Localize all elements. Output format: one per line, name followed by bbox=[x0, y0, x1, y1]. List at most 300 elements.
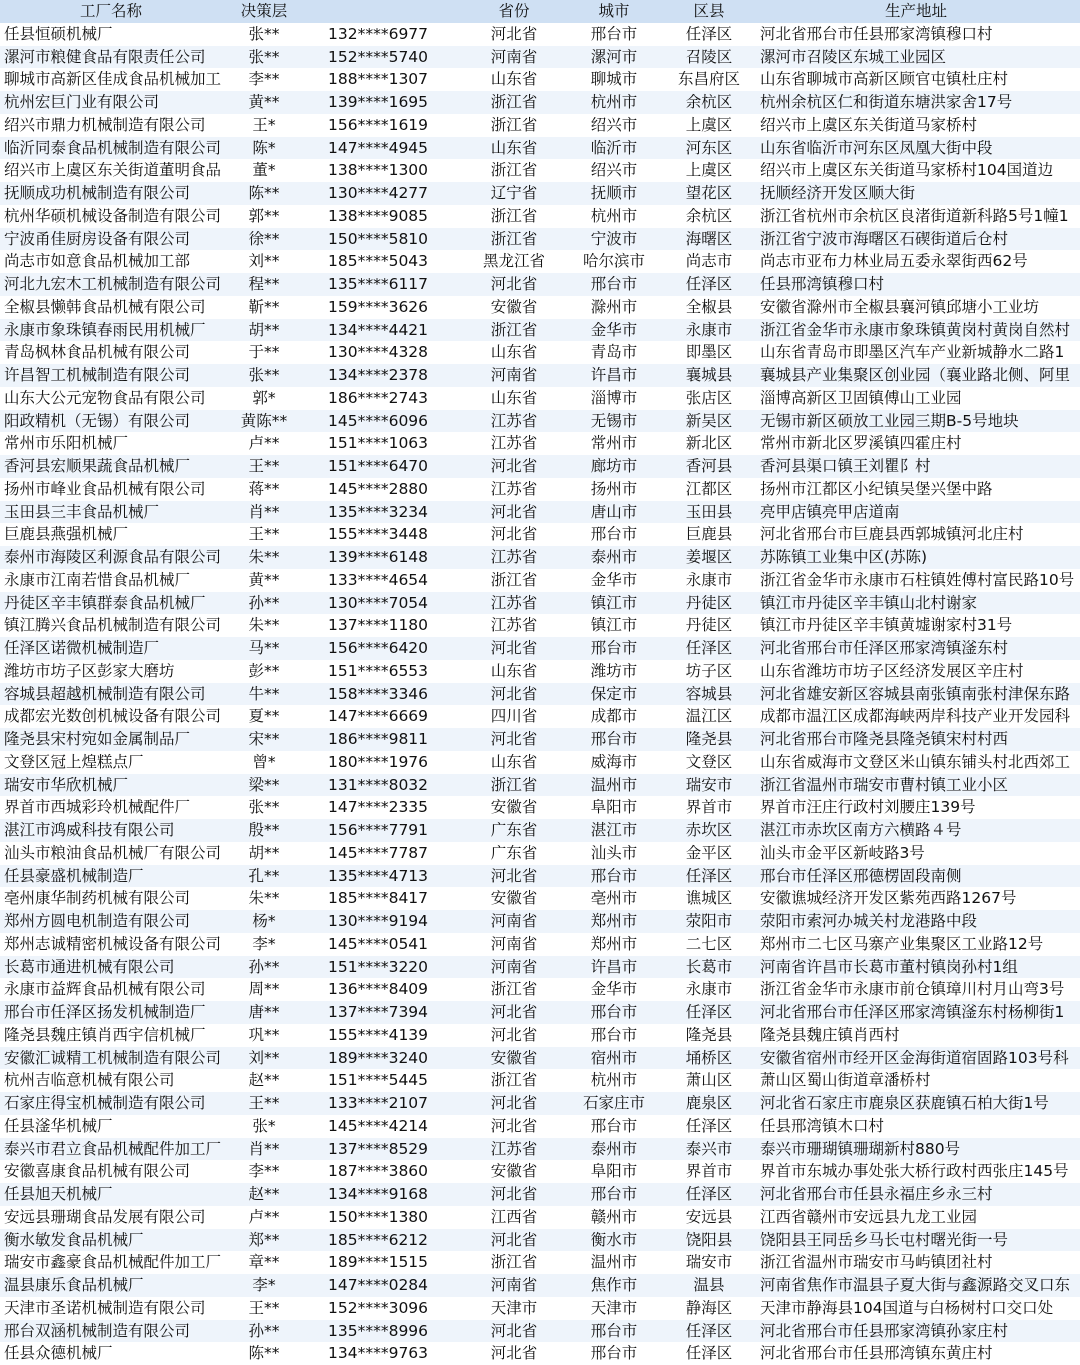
phone-cell[interactable]: 139****6148 bbox=[306, 546, 466, 569]
table-row[interactable] bbox=[0, 1320, 1080, 1343]
city-cell[interactable]: 金华市 bbox=[562, 319, 666, 342]
table-row[interactable] bbox=[0, 1297, 1080, 1320]
phone-cell[interactable]: 137****8529 bbox=[306, 1138, 466, 1161]
factory-name-cell[interactable]: 泰州市海陵区利源食品有限公司 bbox=[0, 546, 222, 569]
city-cell[interactable]: 泰州市 bbox=[562, 1138, 666, 1161]
province-cell[interactable]: 浙江省 bbox=[466, 114, 562, 137]
phone-cell[interactable]: 186****9811 bbox=[306, 728, 466, 751]
province-cell[interactable]: 安徽省 bbox=[466, 1047, 562, 1070]
decision-maker-cell[interactable]: 彭** bbox=[222, 660, 306, 683]
city-cell[interactable]: 天津市 bbox=[562, 1297, 666, 1320]
decision-maker-cell[interactable]: 肖** bbox=[222, 1138, 306, 1161]
header-factory-name[interactable]: 工厂名称 bbox=[0, 0, 222, 23]
address-cell[interactable]: 湛江市赤坎区南方六横路４号 bbox=[752, 819, 1080, 842]
phone-cell[interactable]: 155****4139 bbox=[306, 1024, 466, 1047]
city-cell[interactable]: 镇江市 bbox=[562, 614, 666, 637]
province-cell[interactable]: 河北省 bbox=[466, 683, 562, 706]
district-cell[interactable]: 瑞安市 bbox=[666, 1251, 752, 1274]
decision-maker-cell[interactable]: 胡** bbox=[222, 319, 306, 342]
province-cell[interactable]: 浙江省 bbox=[466, 978, 562, 1001]
decision-maker-cell[interactable]: 王** bbox=[222, 1297, 306, 1320]
factory-name-cell[interactable]: 玉田县三丰食品机械厂 bbox=[0, 501, 222, 524]
table-row[interactable] bbox=[0, 1206, 1080, 1229]
table-row[interactable] bbox=[0, 1138, 1080, 1161]
table-row[interactable] bbox=[0, 1342, 1080, 1365]
province-cell[interactable]: 安徽省 bbox=[466, 296, 562, 319]
table-row[interactable] bbox=[0, 796, 1080, 819]
city-cell[interactable]: 阜阳市 bbox=[562, 1160, 666, 1183]
decision-maker-cell[interactable]: 郭** bbox=[222, 205, 306, 228]
phone-cell[interactable]: 156****1619 bbox=[306, 114, 466, 137]
decision-maker-cell[interactable]: 卢** bbox=[222, 432, 306, 455]
city-cell[interactable]: 漯河市 bbox=[562, 46, 666, 69]
phone-cell[interactable]: 189****3240 bbox=[306, 1047, 466, 1070]
city-cell[interactable]: 邢台市 bbox=[562, 523, 666, 546]
district-cell[interactable]: 饶阳县 bbox=[666, 1229, 752, 1252]
district-cell[interactable]: 温江区 bbox=[666, 705, 752, 728]
table-row[interactable] bbox=[0, 1183, 1080, 1206]
phone-cell[interactable]: 145****4214 bbox=[306, 1115, 466, 1138]
decision-maker-cell[interactable]: 陈** bbox=[222, 182, 306, 205]
city-cell[interactable]: 宁波市 bbox=[562, 228, 666, 251]
table-row[interactable] bbox=[0, 364, 1080, 387]
city-cell[interactable]: 温州市 bbox=[562, 1251, 666, 1274]
factory-name-cell[interactable]: 常州市乐阳机械厂 bbox=[0, 432, 222, 455]
factory-name-cell[interactable]: 瑞安市华欣机械厂 bbox=[0, 774, 222, 797]
address-cell[interactable]: 淄博高新区卫固镇傅山工业园 bbox=[752, 387, 1080, 410]
factory-name-cell[interactable]: 郑州志诚精密机械设备有限公司 bbox=[0, 933, 222, 956]
address-cell[interactable]: 常州市新北区罗溪镇四霍庄村 bbox=[752, 432, 1080, 455]
decision-maker-cell[interactable]: 黄陈** bbox=[222, 410, 306, 433]
address-cell[interactable]: 天津市静海县104国道与白杨树村口交口处 bbox=[752, 1297, 1080, 1320]
decision-maker-cell[interactable]: 孔** bbox=[222, 865, 306, 888]
phone-cell[interactable]: 135****4713 bbox=[306, 865, 466, 888]
address-cell[interactable]: 河南省焦作市温县子夏大街与鑫源路交叉口东 bbox=[752, 1274, 1080, 1297]
phone-cell[interactable]: 133****4654 bbox=[306, 569, 466, 592]
table-row[interactable] bbox=[0, 91, 1080, 114]
table-row[interactable] bbox=[0, 114, 1080, 137]
phone-cell[interactable]: 137****7394 bbox=[306, 1001, 466, 1024]
decision-maker-cell[interactable]: 夏** bbox=[222, 705, 306, 728]
phone-cell[interactable]: 189****1515 bbox=[306, 1251, 466, 1274]
address-cell[interactable]: 荥阳市索河办城关村龙港路中段 bbox=[752, 910, 1080, 933]
address-cell[interactable]: 江西省赣州市安远县九龙工业园 bbox=[752, 1206, 1080, 1229]
table-row[interactable] bbox=[0, 637, 1080, 660]
table-row[interactable] bbox=[0, 1115, 1080, 1138]
province-cell[interactable]: 山东省 bbox=[466, 387, 562, 410]
decision-maker-cell[interactable]: 胡** bbox=[222, 842, 306, 865]
city-cell[interactable]: 潍坊市 bbox=[562, 660, 666, 683]
address-cell[interactable]: 镇江市丹徒区辛丰镇山北村谢家 bbox=[752, 592, 1080, 615]
province-cell[interactable]: 河北省 bbox=[466, 728, 562, 751]
decision-maker-cell[interactable]: 张** bbox=[222, 46, 306, 69]
province-cell[interactable]: 安徽省 bbox=[466, 1160, 562, 1183]
phone-cell[interactable]: 155****3448 bbox=[306, 523, 466, 546]
factory-name-cell[interactable]: 任县滏华机械厂 bbox=[0, 1115, 222, 1138]
factory-name-cell[interactable]: 绍兴市上虞区东关街道董明食品 bbox=[0, 159, 222, 182]
city-cell[interactable]: 汕头市 bbox=[562, 842, 666, 865]
decision-maker-cell[interactable]: 董* bbox=[222, 159, 306, 182]
city-cell[interactable]: 许昌市 bbox=[562, 956, 666, 979]
table-row[interactable] bbox=[0, 1274, 1080, 1297]
decision-maker-cell[interactable]: 徐** bbox=[222, 228, 306, 251]
table-row[interactable] bbox=[0, 842, 1080, 865]
factory-name-cell[interactable]: 宁波甬佳厨房设备有限公司 bbox=[0, 228, 222, 251]
address-cell[interactable]: 绍兴市上虞区东关街道马家桥村 bbox=[752, 114, 1080, 137]
city-cell[interactable]: 焦作市 bbox=[562, 1274, 666, 1297]
district-cell[interactable]: 任泽区 bbox=[666, 1342, 752, 1365]
city-cell[interactable]: 邢台市 bbox=[562, 1320, 666, 1343]
province-cell[interactable]: 河北省 bbox=[466, 1342, 562, 1365]
table-row[interactable] bbox=[0, 1092, 1080, 1115]
factory-name-cell[interactable]: 汕头市粮油食品机械厂有限公司 bbox=[0, 842, 222, 865]
district-cell[interactable]: 余杭区 bbox=[666, 91, 752, 114]
province-cell[interactable]: 辽宁省 bbox=[466, 182, 562, 205]
district-cell[interactable]: 海曙区 bbox=[666, 228, 752, 251]
city-cell[interactable]: 金华市 bbox=[562, 569, 666, 592]
city-cell[interactable]: 亳州市 bbox=[562, 887, 666, 910]
province-cell[interactable]: 河北省 bbox=[466, 1229, 562, 1252]
phone-cell[interactable]: 130****4277 bbox=[306, 182, 466, 205]
address-cell[interactable]: 浙江省金华市永康市石柱镇姓傅村富民路10号 bbox=[752, 569, 1080, 592]
city-cell[interactable]: 赣州市 bbox=[562, 1206, 666, 1229]
district-cell[interactable]: 上虞区 bbox=[666, 114, 752, 137]
factory-name-cell[interactable]: 隆尧县魏庄镇肖西宇信机械厂 bbox=[0, 1024, 222, 1047]
phone-cell[interactable]: 145****7787 bbox=[306, 842, 466, 865]
address-cell[interactable]: 河北省邢台市任县邢家湾镇穆口村 bbox=[752, 23, 1080, 46]
city-cell[interactable]: 抚顺市 bbox=[562, 182, 666, 205]
factory-name-cell[interactable]: 瑞安市鑫豪食品机械配件加工厂 bbox=[0, 1251, 222, 1274]
district-cell[interactable]: 鹿泉区 bbox=[666, 1092, 752, 1115]
phone-cell[interactable]: 135****8996 bbox=[306, 1320, 466, 1343]
decision-maker-cell[interactable]: 殷** bbox=[222, 819, 306, 842]
factory-name-cell[interactable]: 邢台市任泽区扬发机械制造厂 bbox=[0, 1001, 222, 1024]
district-cell[interactable]: 玉田县 bbox=[666, 501, 752, 524]
table-row[interactable] bbox=[0, 523, 1080, 546]
phone-cell[interactable]: 156****7791 bbox=[306, 819, 466, 842]
district-cell[interactable]: 望花区 bbox=[666, 182, 752, 205]
table-row[interactable] bbox=[0, 319, 1080, 342]
phone-cell[interactable]: 134****9763 bbox=[306, 1342, 466, 1365]
city-cell[interactable]: 邢台市 bbox=[562, 1183, 666, 1206]
factory-name-cell[interactable]: 安徽汇诚精工机械制造有限公司 bbox=[0, 1047, 222, 1070]
district-cell[interactable]: 丹徒区 bbox=[666, 614, 752, 637]
district-cell[interactable]: 张店区 bbox=[666, 387, 752, 410]
table-row[interactable] bbox=[0, 159, 1080, 182]
phone-cell[interactable]: 151****3220 bbox=[306, 956, 466, 979]
factory-name-cell[interactable]: 泰兴市君立食品机械配件加工厂 bbox=[0, 1138, 222, 1161]
province-cell[interactable]: 河北省 bbox=[466, 455, 562, 478]
decision-maker-cell[interactable]: 于** bbox=[222, 341, 306, 364]
province-cell[interactable]: 河北省 bbox=[466, 1183, 562, 1206]
factory-name-cell[interactable]: 文登区冠上煌糕点厂 bbox=[0, 751, 222, 774]
city-cell[interactable]: 滁州市 bbox=[562, 296, 666, 319]
table-row[interactable] bbox=[0, 1160, 1080, 1183]
district-cell[interactable]: 容城县 bbox=[666, 683, 752, 706]
decision-maker-cell[interactable]: 巩** bbox=[222, 1024, 306, 1047]
decision-maker-cell[interactable]: 张** bbox=[222, 796, 306, 819]
phone-cell[interactable]: 147****2335 bbox=[306, 796, 466, 819]
address-cell[interactable]: 安徽省滁州市全椒县襄河镇邱塘小工业坊 bbox=[752, 296, 1080, 319]
district-cell[interactable]: 埇桥区 bbox=[666, 1047, 752, 1070]
city-cell[interactable]: 临沂市 bbox=[562, 137, 666, 160]
district-cell[interactable]: 东昌府区 bbox=[666, 68, 752, 91]
district-cell[interactable]: 任泽区 bbox=[666, 1320, 752, 1343]
province-cell[interactable]: 浙江省 bbox=[466, 228, 562, 251]
city-cell[interactable]: 邢台市 bbox=[562, 1342, 666, 1365]
district-cell[interactable]: 隆尧县 bbox=[666, 728, 752, 751]
table-row[interactable] bbox=[0, 387, 1080, 410]
decision-maker-cell[interactable]: 张** bbox=[222, 23, 306, 46]
district-cell[interactable]: 永康市 bbox=[666, 569, 752, 592]
decision-maker-cell[interactable]: 郭* bbox=[222, 387, 306, 410]
factory-name-cell[interactable]: 界首市西城彩玲机械配件厂 bbox=[0, 796, 222, 819]
decision-maker-cell[interactable]: 李** bbox=[222, 1160, 306, 1183]
city-cell[interactable]: 绍兴市 bbox=[562, 159, 666, 182]
table-row[interactable] bbox=[0, 1251, 1080, 1274]
district-cell[interactable]: 任泽区 bbox=[666, 1115, 752, 1138]
city-cell[interactable]: 邢台市 bbox=[562, 1024, 666, 1047]
address-cell[interactable]: 香河县渠口镇王刘瞿阝村 bbox=[752, 455, 1080, 478]
phone-cell[interactable]: 159****3626 bbox=[306, 296, 466, 319]
table-row[interactable] bbox=[0, 501, 1080, 524]
city-cell[interactable]: 杭州市 bbox=[562, 1069, 666, 1092]
phone-cell[interactable]: 147****0284 bbox=[306, 1274, 466, 1297]
address-cell[interactable]: 浙江省宁波市海曙区石碶街道后仓村 bbox=[752, 228, 1080, 251]
decision-maker-cell[interactable]: 孙** bbox=[222, 956, 306, 979]
phone-cell[interactable]: 130****4328 bbox=[306, 341, 466, 364]
address-cell[interactable]: 苏陈镇工业集中区(苏陈) bbox=[752, 546, 1080, 569]
table-row[interactable] bbox=[0, 68, 1080, 91]
factory-name-cell[interactable]: 任县恒硕机械厂 bbox=[0, 23, 222, 46]
district-cell[interactable]: 文登区 bbox=[666, 751, 752, 774]
table-row[interactable] bbox=[0, 774, 1080, 797]
table-row[interactable] bbox=[0, 250, 1080, 273]
address-cell[interactable]: 河北省邢台市巨鹿县西郭城镇河北庄村 bbox=[752, 523, 1080, 546]
city-cell[interactable]: 绍兴市 bbox=[562, 114, 666, 137]
district-cell[interactable]: 谯城区 bbox=[666, 887, 752, 910]
province-cell[interactable]: 河北省 bbox=[466, 865, 562, 888]
phone-cell[interactable]: 147****4945 bbox=[306, 137, 466, 160]
address-cell[interactable]: 漯河市召陵区东城工业园区 bbox=[752, 46, 1080, 69]
decision-maker-cell[interactable]: 曾* bbox=[222, 751, 306, 774]
phone-cell[interactable]: 137****1180 bbox=[306, 614, 466, 637]
table-row[interactable] bbox=[0, 956, 1080, 979]
decision-maker-cell[interactable]: 孙** bbox=[222, 1320, 306, 1343]
address-cell[interactable]: 山东省青岛市即墨区汽车产业新城静水二路1 bbox=[752, 341, 1080, 364]
province-cell[interactable]: 河南省 bbox=[466, 1274, 562, 1297]
header-province[interactable]: 省份 bbox=[466, 0, 562, 23]
phone-cell[interactable]: 180****1976 bbox=[306, 751, 466, 774]
district-cell[interactable]: 江都区 bbox=[666, 478, 752, 501]
phone-cell[interactable]: 152****3096 bbox=[306, 1297, 466, 1320]
city-cell[interactable]: 邢台市 bbox=[562, 728, 666, 751]
province-cell[interactable]: 河北省 bbox=[466, 1320, 562, 1343]
city-cell[interactable]: 廊坊市 bbox=[562, 455, 666, 478]
address-cell[interactable]: 扬州市江都区小纪镇吴堡兴堡中路 bbox=[752, 478, 1080, 501]
address-cell[interactable]: 隆尧县魏庄镇肖西村 bbox=[752, 1024, 1080, 1047]
city-cell[interactable]: 威海市 bbox=[562, 751, 666, 774]
decision-maker-cell[interactable]: 刘** bbox=[222, 250, 306, 273]
table-row[interactable] bbox=[0, 1001, 1080, 1024]
address-cell[interactable]: 浙江省金华市永康市前仓镇璋川村月山弯3号 bbox=[752, 978, 1080, 1001]
city-cell[interactable]: 郑州市 bbox=[562, 910, 666, 933]
phone-cell[interactable]: 150****1380 bbox=[306, 1206, 466, 1229]
province-cell[interactable]: 浙江省 bbox=[466, 91, 562, 114]
province-cell[interactable]: 安徽省 bbox=[466, 796, 562, 819]
decision-maker-cell[interactable]: 王** bbox=[222, 455, 306, 478]
province-cell[interactable]: 河北省 bbox=[466, 501, 562, 524]
decision-maker-cell[interactable]: 卢** bbox=[222, 1206, 306, 1229]
district-cell[interactable]: 襄城县 bbox=[666, 364, 752, 387]
phone-cell[interactable]: 147****6669 bbox=[306, 705, 466, 728]
phone-cell[interactable]: 134****9168 bbox=[306, 1183, 466, 1206]
phone-cell[interactable]: 135****3234 bbox=[306, 501, 466, 524]
city-cell[interactable]: 郑州市 bbox=[562, 933, 666, 956]
decision-maker-cell[interactable]: 杨* bbox=[222, 910, 306, 933]
city-cell[interactable]: 石家庄市 bbox=[562, 1092, 666, 1115]
factory-name-cell[interactable]: 潍坊市坊子区彭家大磨坊 bbox=[0, 660, 222, 683]
province-cell[interactable]: 安徽省 bbox=[466, 887, 562, 910]
address-cell[interactable]: 安徽省宿州市经开区金海街道宿固路103号科 bbox=[752, 1047, 1080, 1070]
header-district[interactable]: 区县 bbox=[666, 0, 752, 23]
province-cell[interactable]: 浙江省 bbox=[466, 319, 562, 342]
factory-name-cell[interactable]: 温县康乐食品机械厂 bbox=[0, 1274, 222, 1297]
city-cell[interactable]: 成都市 bbox=[562, 705, 666, 728]
city-cell[interactable]: 无锡市 bbox=[562, 410, 666, 433]
address-cell[interactable]: 河北省雄安新区容城县南张镇南张村津保东路 bbox=[752, 683, 1080, 706]
district-cell[interactable]: 丹徒区 bbox=[666, 592, 752, 615]
district-cell[interactable]: 尚志市 bbox=[666, 250, 752, 273]
district-cell[interactable]: 永康市 bbox=[666, 319, 752, 342]
phone-cell[interactable]: 151****6553 bbox=[306, 660, 466, 683]
city-cell[interactable]: 唐山市 bbox=[562, 501, 666, 524]
decision-maker-cell[interactable]: 马** bbox=[222, 637, 306, 660]
factory-name-cell[interactable]: 河北九宏木工机械制造有限公司 bbox=[0, 273, 222, 296]
phone-cell[interactable]: 145****6096 bbox=[306, 410, 466, 433]
phone-cell[interactable]: 134****4421 bbox=[306, 319, 466, 342]
city-cell[interactable]: 衡水市 bbox=[562, 1229, 666, 1252]
address-cell[interactable]: 山东省威海市文登区米山镇东铺头村北西郊工 bbox=[752, 751, 1080, 774]
table-row[interactable] bbox=[0, 182, 1080, 205]
district-cell[interactable]: 萧山区 bbox=[666, 1069, 752, 1092]
address-cell[interactable]: 邢台市任泽区邢德楞固段南侧 bbox=[752, 865, 1080, 888]
factory-name-cell[interactable]: 成都宏光数创机械设备有限公司 bbox=[0, 705, 222, 728]
city-cell[interactable]: 邢台市 bbox=[562, 1001, 666, 1024]
city-cell[interactable]: 邢台市 bbox=[562, 637, 666, 660]
table-row[interactable] bbox=[0, 1047, 1080, 1070]
province-cell[interactable]: 河南省 bbox=[466, 46, 562, 69]
decision-maker-cell[interactable]: 黄** bbox=[222, 91, 306, 114]
district-cell[interactable]: 即墨区 bbox=[666, 341, 752, 364]
district-cell[interactable]: 隆尧县 bbox=[666, 1024, 752, 1047]
district-cell[interactable]: 长葛市 bbox=[666, 956, 752, 979]
table-row[interactable] bbox=[0, 546, 1080, 569]
province-cell[interactable]: 河北省 bbox=[466, 1115, 562, 1138]
province-cell[interactable]: 河北省 bbox=[466, 23, 562, 46]
phone-cell[interactable]: 152****5740 bbox=[306, 46, 466, 69]
decision-maker-cell[interactable]: 王* bbox=[222, 114, 306, 137]
province-cell[interactable]: 山东省 bbox=[466, 68, 562, 91]
district-cell[interactable]: 任泽区 bbox=[666, 1001, 752, 1024]
factory-name-cell[interactable]: 杭州宏巨门业有限公司 bbox=[0, 91, 222, 114]
table-row[interactable] bbox=[0, 933, 1080, 956]
factory-name-cell[interactable]: 长葛市通进机械有限公司 bbox=[0, 956, 222, 979]
district-cell[interactable]: 泰兴市 bbox=[666, 1138, 752, 1161]
address-cell[interactable]: 任县邢湾镇穆口村 bbox=[752, 273, 1080, 296]
address-cell[interactable]: 任县邢湾镇木口村 bbox=[752, 1115, 1080, 1138]
province-cell[interactable]: 江苏省 bbox=[466, 410, 562, 433]
district-cell[interactable]: 安远县 bbox=[666, 1206, 752, 1229]
address-cell[interactable]: 浙江省温州市瑞安市马屿镇团社村 bbox=[752, 1251, 1080, 1274]
header-phone[interactable] bbox=[306, 0, 466, 23]
factory-name-cell[interactable]: 安远县珊瑚食品发展有限公司 bbox=[0, 1206, 222, 1229]
factory-name-cell[interactable]: 阳政精机（无锡）有限公司 bbox=[0, 410, 222, 433]
address-cell[interactable]: 抚顺经济开发区顺大街 bbox=[752, 182, 1080, 205]
city-cell[interactable]: 青岛市 bbox=[562, 341, 666, 364]
address-cell[interactable]: 山东省临沂市河东区凤凰大街中段 bbox=[752, 137, 1080, 160]
province-cell[interactable]: 江苏省 bbox=[466, 614, 562, 637]
address-cell[interactable]: 河北省邢台市任泽区邢家湾镇滏东村杨柳街1 bbox=[752, 1001, 1080, 1024]
district-cell[interactable]: 上虞区 bbox=[666, 159, 752, 182]
phone-cell[interactable]: 185****6212 bbox=[306, 1229, 466, 1252]
factory-name-cell[interactable]: 许昌智工机械制造有限公司 bbox=[0, 364, 222, 387]
city-cell[interactable]: 阜阳市 bbox=[562, 796, 666, 819]
decision-maker-cell[interactable]: 王** bbox=[222, 1092, 306, 1115]
decision-maker-cell[interactable]: 孙** bbox=[222, 592, 306, 615]
address-cell[interactable]: 杭州余杭区仁和街道东塘洪家舍17号 bbox=[752, 91, 1080, 114]
phone-cell[interactable]: 134****2378 bbox=[306, 364, 466, 387]
decision-maker-cell[interactable]: 赵** bbox=[222, 1183, 306, 1206]
factory-name-cell[interactable]: 香河县宏顺果蔬食品机械厂 bbox=[0, 455, 222, 478]
table-row[interactable] bbox=[0, 228, 1080, 251]
table-row[interactable] bbox=[0, 705, 1080, 728]
table-row[interactable] bbox=[0, 478, 1080, 501]
factory-name-cell[interactable]: 丹徒区辛丰镇群泰食品机械厂 bbox=[0, 592, 222, 615]
decision-maker-cell[interactable]: 王** bbox=[222, 523, 306, 546]
city-cell[interactable]: 哈尔滨市 bbox=[562, 250, 666, 273]
district-cell[interactable]: 巨鹿县 bbox=[666, 523, 752, 546]
table-row[interactable] bbox=[0, 273, 1080, 296]
decision-maker-cell[interactable]: 陈** bbox=[222, 1342, 306, 1365]
province-cell[interactable]: 江苏省 bbox=[466, 546, 562, 569]
district-cell[interactable]: 全椒县 bbox=[666, 296, 752, 319]
header-decision-maker[interactable]: 决策层 bbox=[222, 0, 306, 23]
phone-cell[interactable]: 130****9194 bbox=[306, 910, 466, 933]
factory-name-cell[interactable]: 郑州方圆电机制造有限公司 bbox=[0, 910, 222, 933]
province-cell[interactable]: 河北省 bbox=[466, 1092, 562, 1115]
city-cell[interactable]: 镇江市 bbox=[562, 592, 666, 615]
district-cell[interactable]: 姜堰区 bbox=[666, 546, 752, 569]
decision-maker-cell[interactable]: 陈* bbox=[222, 137, 306, 160]
table-row[interactable] bbox=[0, 819, 1080, 842]
address-cell[interactable]: 郑州市二七区马寨产业集聚区工业路12号 bbox=[752, 933, 1080, 956]
address-cell[interactable]: 河北省邢台市任县永福庄乡永三村 bbox=[752, 1183, 1080, 1206]
factory-name-cell[interactable]: 扬州市峰业食品机械有限公司 bbox=[0, 478, 222, 501]
decision-maker-cell[interactable]: 张** bbox=[222, 364, 306, 387]
table-row[interactable] bbox=[0, 751, 1080, 774]
district-cell[interactable]: 任泽区 bbox=[666, 865, 752, 888]
table-row[interactable] bbox=[0, 455, 1080, 478]
table-row[interactable] bbox=[0, 978, 1080, 1001]
factory-name-cell[interactable]: 临沂同泰食品机械制造有限公司 bbox=[0, 137, 222, 160]
factory-name-cell[interactable]: 杭州吉临意机械有限公司 bbox=[0, 1069, 222, 1092]
factory-name-cell[interactable]: 尚志市如意食品机械加工部 bbox=[0, 250, 222, 273]
province-cell[interactable]: 山东省 bbox=[466, 341, 562, 364]
address-cell[interactable]: 河北省邢台市任泽区邢家湾镇滏东村 bbox=[752, 637, 1080, 660]
phone-cell[interactable]: 138****1300 bbox=[306, 159, 466, 182]
decision-maker-cell[interactable]: 黄** bbox=[222, 569, 306, 592]
